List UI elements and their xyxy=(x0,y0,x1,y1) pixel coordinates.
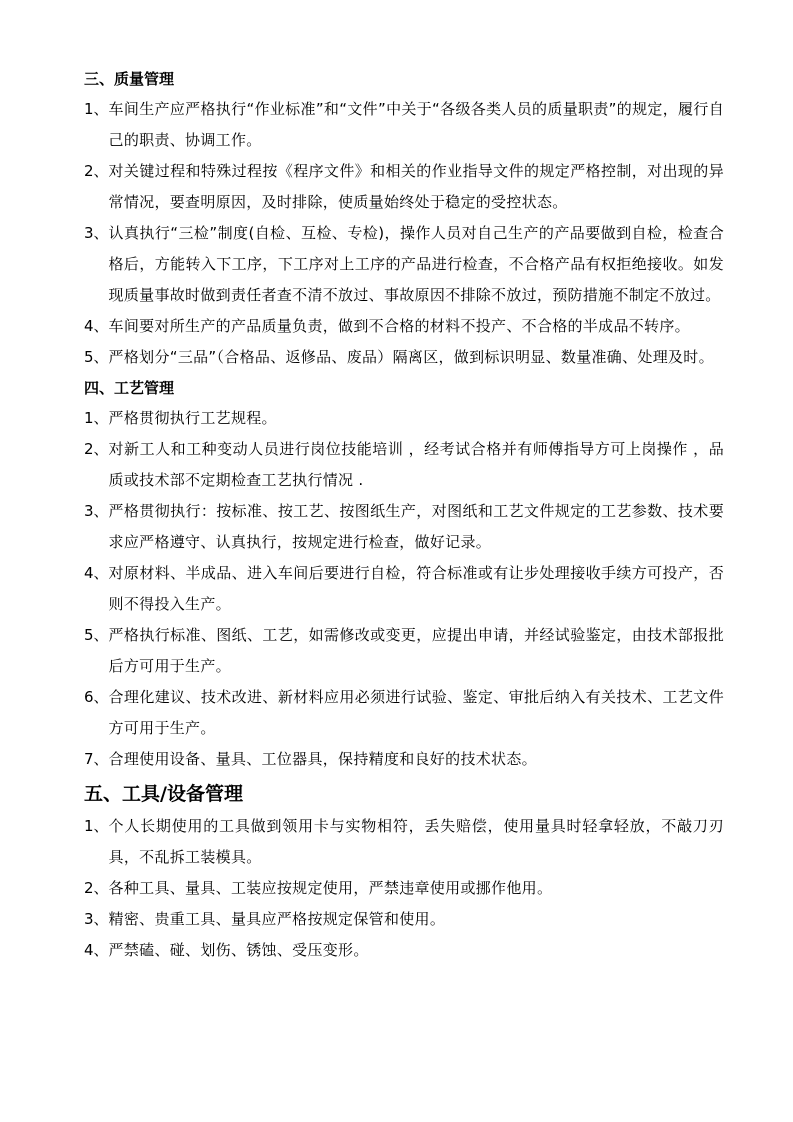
document-body xyxy=(84,64,724,966)
item-number: 4、 xyxy=(84,941,109,959)
item-number: 2、 xyxy=(84,879,109,897)
item-number: 1、 xyxy=(84,100,109,118)
list-item xyxy=(84,744,724,775)
list-item xyxy=(84,682,724,744)
item-text: 严格划分“三品”（合格品、返修品、废品）隔离区，做到标识明显、数量准确、处理及时。 xyxy=(108,348,714,366)
list-item xyxy=(84,156,724,218)
item-number: 1、 xyxy=(84,409,109,427)
list-item xyxy=(84,94,724,156)
item-text: 严格执行标准、图纸、工艺，如需修改或变更，应提出申请，并经试验鉴定，由技术部报批后方可用于生产。 xyxy=(108,626,724,675)
item-text: 严禁磕、碰、划伤、锈蚀、受压变形。 xyxy=(108,941,369,959)
item-number: 3、 xyxy=(84,910,109,928)
list-item xyxy=(84,873,724,904)
list-item xyxy=(84,811,724,873)
section-tools-equipment xyxy=(84,777,724,966)
item-text: 车间生产应严格执行“作业标准”和“文件”中关于“各级各类人员的质量职责”的规定，履行自己的职责、协调工作。 xyxy=(108,100,724,149)
list-item xyxy=(84,558,724,620)
item-text: 车间要对所生产的产品质量负责，做到不合格的材料不投产、不合格的半成品不转序。 xyxy=(108,317,690,335)
item-text: 各种工具、量具、工装应按规定使用，严禁违章使用或挪作他用。 xyxy=(108,879,553,897)
section-title: 四、工艺管理 xyxy=(84,379,175,397)
item-number: 3、 xyxy=(84,224,109,242)
item-number: 4、 xyxy=(84,317,109,335)
item-text: 精密、贵重工具、量具应严格按规定保管和使用。 xyxy=(108,910,446,928)
list-item xyxy=(84,620,724,682)
item-text: 认真执行“三检”制度(自检、互检、专检)，操作人员对自己生产的产品要做到自检，检查合格后，方能转入下工序，下工序对上工序的产品进行检查，不合格产品有权拒绝接收。如发现质量事故时做到责任者查不清不放过、事故原因不排除不放过，预防措施不制定不放过。 xyxy=(108,224,724,304)
item-number: 5、 xyxy=(84,348,109,366)
item-text: 严格贯彻执行工艺规程。 xyxy=(108,409,277,427)
list-item xyxy=(84,403,724,434)
item-number: 1、 xyxy=(84,817,109,835)
item-text: 严格贯彻执行：按标准、按工艺、按图纸生产，对图纸和工艺文件规定的工艺参数、技术要求应严格遵守、认真执行，按规定进行检查，做好记录。 xyxy=(108,502,724,551)
list-item xyxy=(84,434,724,496)
list-item xyxy=(84,496,724,558)
list-item xyxy=(84,935,724,966)
list-item xyxy=(84,311,724,342)
section-title: 五、工具/设备管理 xyxy=(84,783,243,805)
section-process xyxy=(84,373,724,775)
item-number: 6、 xyxy=(84,688,109,706)
item-text: 合理使用设备、量具、工位器具，保持精度和良好的技术状态。 xyxy=(108,750,537,768)
list-item xyxy=(84,342,724,373)
item-number: 4、 xyxy=(84,564,109,582)
item-text: 对原材料、半成品、进入车间后要进行自检，符合标准或有让步处理接收手续方可投产，否则不得投入生产。 xyxy=(108,564,724,613)
item-number: 2、 xyxy=(84,440,109,458)
item-text: 合理化建议、技术改进、新材料应用必须进行试验、鉴定、审批后纳入有关技术、工艺文件方可用于生产。 xyxy=(108,688,724,737)
section-quality xyxy=(84,64,724,373)
item-text: 对关键过程和特殊过程按《程序文件》和相关的作业指导文件的规定严格控制，对出现的异常情况，要查明原因，及时排除，使质量始终处于稳定的受控状态。 xyxy=(108,162,724,211)
item-number: 2、 xyxy=(84,162,109,180)
item-number: 5、 xyxy=(84,626,109,644)
section-title: 三、质量管理 xyxy=(84,70,175,88)
list-item xyxy=(84,904,724,935)
list-item xyxy=(84,218,724,311)
item-number: 3、 xyxy=(84,502,109,520)
item-text: 对新工人和工种变动人员进行岗位技能培训 ，经考试合格并有师傅指导方可上岗操作 ，品质或技术部不定期检查工艺执行情况 . xyxy=(108,440,724,489)
item-text: 个人长期使用的工具做到领用卡与实物相符，丢失赔偿，使用量具时轻拿轻放，不敲刀刃具，不乱拆工装模具。 xyxy=(108,817,724,866)
item-number: 7、 xyxy=(84,750,109,768)
